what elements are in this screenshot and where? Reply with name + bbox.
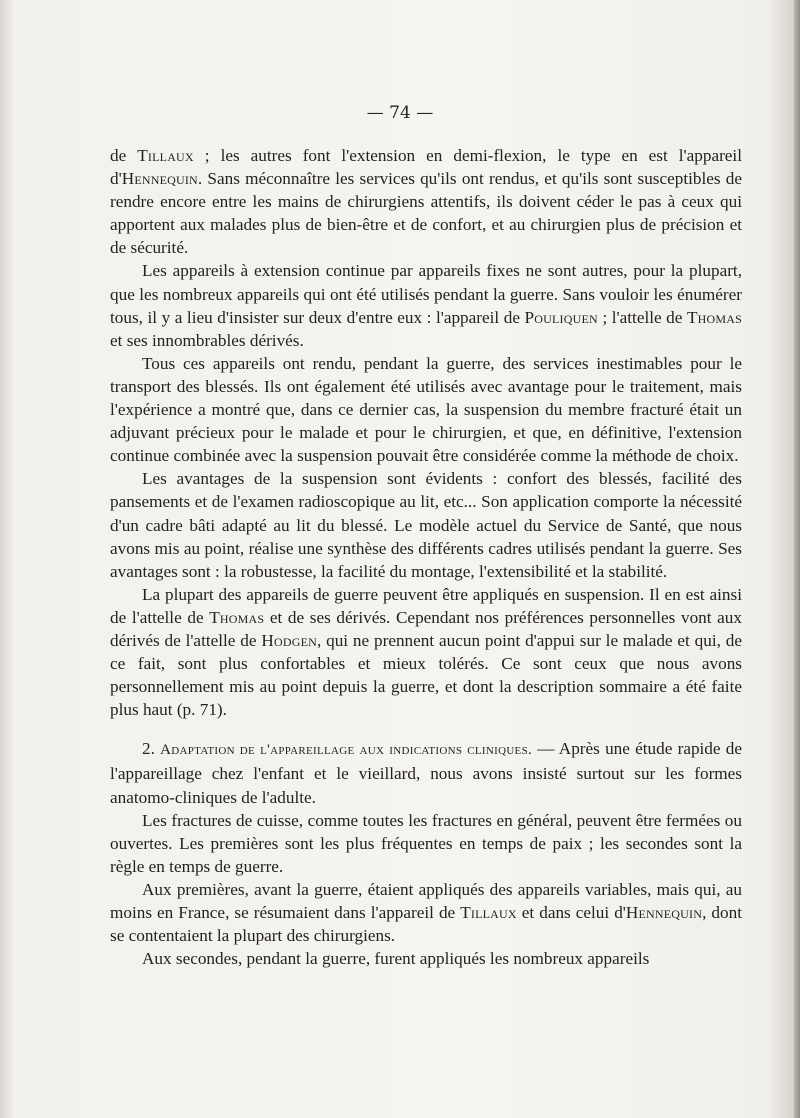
section-heading: Adaptation de l'appareillage aux indications cliniques.: [160, 742, 533, 759]
author-name-tillaux: Tillaux: [460, 903, 517, 922]
paragraph-3: Tous ces appareils ont rendu, pendant la guerre, des services inestimables pour le transport des blessés. Ils ont également été utilisés avec avantage pour le traitement, mais l'expérience a montré que, dans ce dernier cas, la suspension du membre fracturé était un adjuvant précieux pour le malade et pour le chirurgien, et que, en définitive, l'extension continue combinée avec la suspension pouvait être considérée comme la méthode de choix.: [110, 353, 742, 466]
paragraph-8: [110, 878, 742, 947]
author-name-thomas: Thomas: [686, 307, 743, 327]
author-name-hennequin: Hennequin: [625, 903, 703, 922]
text-run: et ses innombrables dérivés.: [110, 330, 304, 350]
paragraph-2: [110, 259, 742, 351]
author-name-hennequin: Hennequin: [121, 169, 198, 189]
text-run: ; les autres font l'extension en demi-flexion, le type en est l'appareil d': [110, 146, 742, 189]
paragraph-7: Les fractures de cuisse, comme toutes les fractures en général, peuvent être fermées ou ouvertes. Les premières sont les plus fréquentes en temps de paix ; les secondes sont la règle en temps de guerre.: [110, 810, 742, 876]
text-run: de: [110, 146, 138, 165]
text-run: , dont se contentaient la plupart des chirurgiens.: [110, 903, 742, 946]
author-name-pouliquen: Pouliquen: [524, 307, 598, 327]
author-name-tillaux: Tillaux: [137, 146, 194, 165]
text-run: Après une étude rapide de l'appareillage chez l'enfant et le vieillard, nous avons insisté surtout sur les formes anatomo-cliniques de l'adulte.: [110, 739, 742, 807]
page-gutter-shadow: [794, 0, 800, 1118]
text-run: et dans celui d': [516, 903, 626, 922]
page-number: — 74 —: [366, 103, 434, 123]
text-run: ; l'attelle de: [597, 307, 687, 327]
text-run: et de ses dérivés. Cependant nos préférences personnelles vont aux dérivés de l'attelle de: [110, 607, 742, 650]
paragraph-4: Les avantages de la suspension sont évidents : confort des blessés, facilité des pansements et de l'examen radioscopique au lit, etc... Son application comporte la nécessité d'un cadre bâti adapté au lit du blessé. Le modèle actuel du Service de Santé, que nous avons mis au point, réalise une synthèse des différents cadres utilisés pendant la guerre. Ses avantages sont : la robustesse, la facilité du montage, l'extensibilité et la stabilité.: [110, 469, 742, 581]
text-run: Les appareils à extension continue par appareils fixes ne sont autres, pour la plupart, que les nombreux appareils qui ont été utilisés pendant la guerre. Sans vouloir les énumérer tous, il y a lieu d'insister sur deux d'entre eux : l'appareil de: [110, 261, 742, 327]
text-run: . Sans méconnaître les services qu'ils ont rendus, et qu'ils sont susceptibles de rendre encore entre les mains de chirurgiens attentifs, ils doivent céder le pas à ceux qui apportent aux malades plus de bien-être et de confort, et au chirurgien plus de précision et de sécurité.: [110, 169, 742, 258]
paragraph-1: [110, 144, 742, 259]
text-run: , qui ne prennent aucun point d'appui sur le malade et qui, de ce fait, sont plus confortables et mieux tolérés. Ce sont ceux que nous avons personnellement mis au point depuis la guerre, et dont la description sommaire a été faite plus haut (p. 71).: [110, 630, 743, 720]
paragraph-5: [110, 583, 742, 722]
section-2-paragraph: [110, 737, 742, 808]
text-run: Aux premières, avant la guerre, étaient appliqués des appareils variables, mais qui, au moins en France, se résumaient dans l'appareil de: [110, 879, 742, 922]
em-dash: —: [532, 739, 559, 759]
body-text: [110, 144, 742, 970]
paragraph-9: Aux secondes, pendant la guerre, furent appliqués les nombreux appareils: [142, 949, 650, 969]
author-name-thomas: Thomas: [209, 607, 265, 627]
text-run: La plupart des appareils de guerre peuvent être appliqués en suspension. Il en est ainsi de l'attelle de: [110, 584, 742, 627]
section-number: 2.: [142, 739, 161, 759]
author-name-hodgen: Hodgen: [261, 630, 317, 650]
